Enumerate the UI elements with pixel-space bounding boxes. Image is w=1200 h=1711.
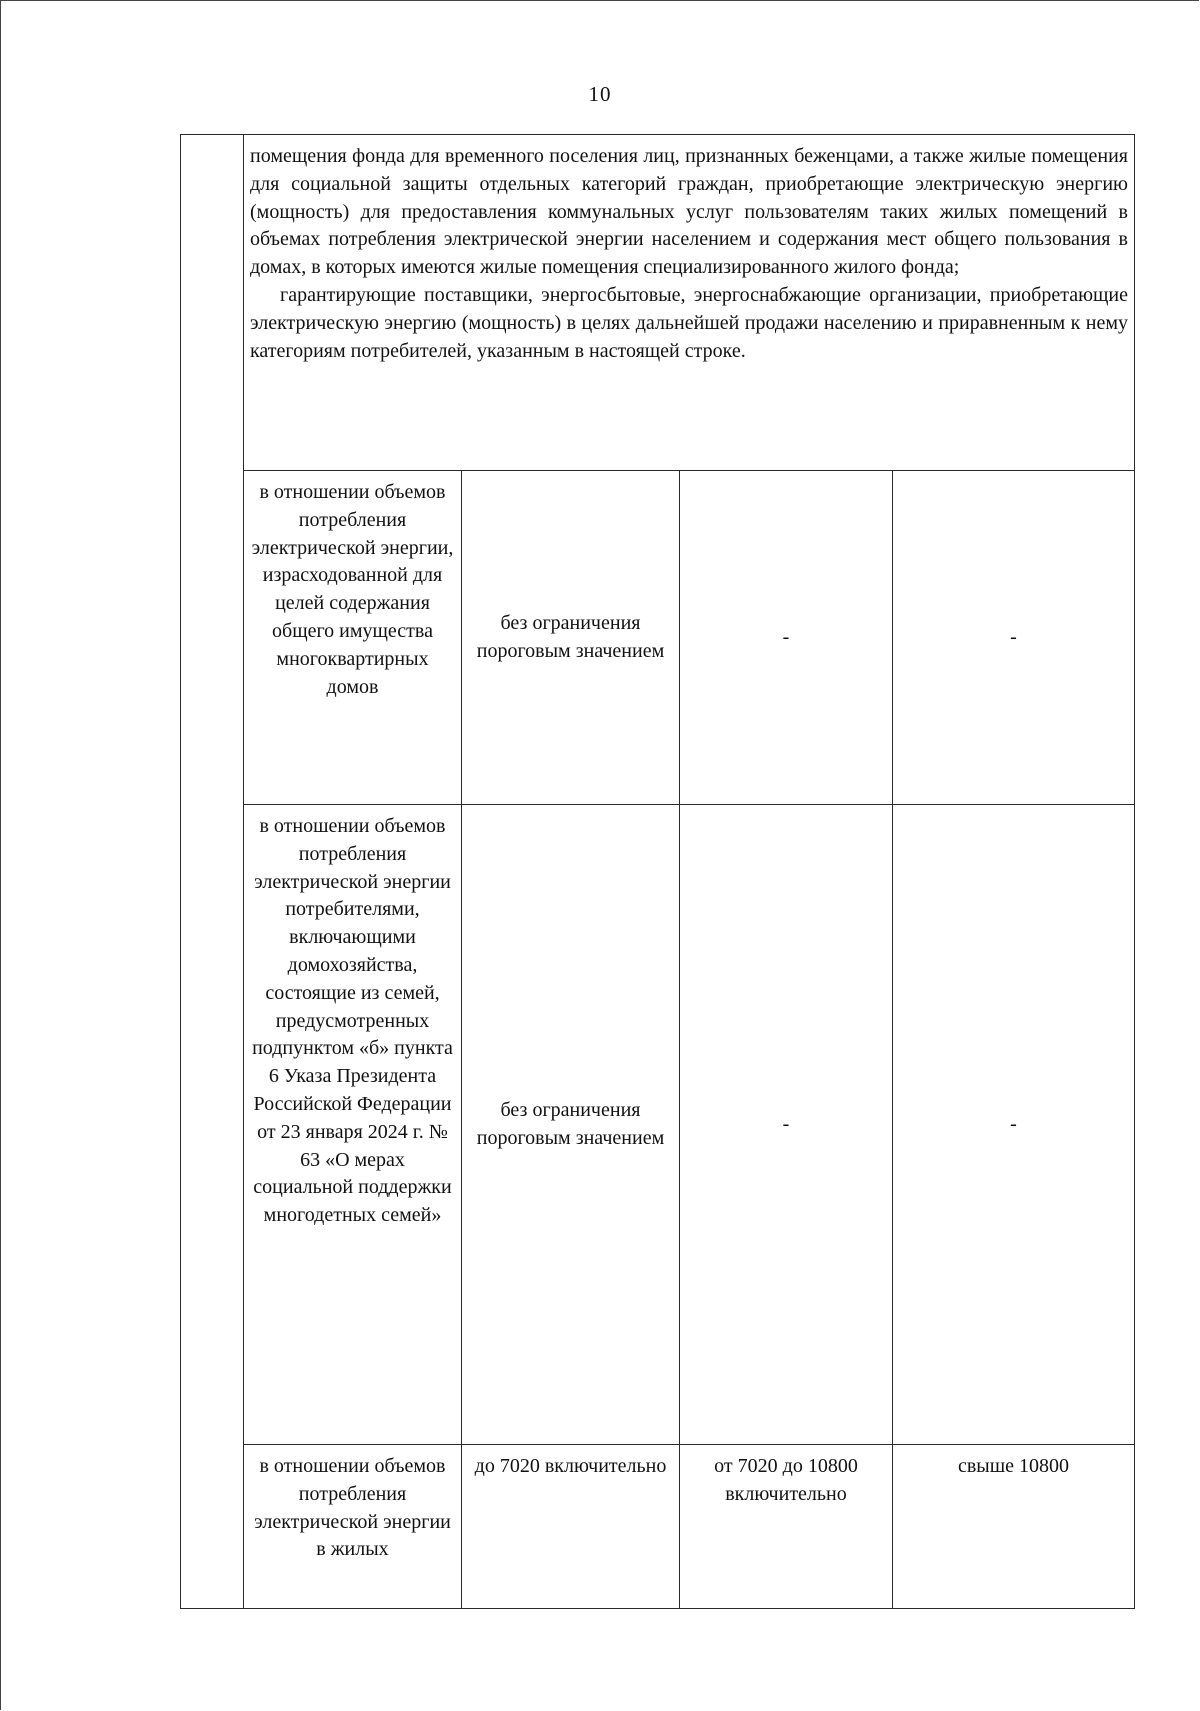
- left-blank-column: [181, 135, 244, 1609]
- row-label: в отношении объемов потребления электрической энергии, израсходованной для целей содержания общего имущества многоквартирных домов: [244, 471, 462, 805]
- intro-cell: [244, 135, 1135, 471]
- intro-paragraph-1: помещения фонда для временного поселения лиц, признанных беженцами, а также жилые помещения для социальной защиты отдельных категорий граждан, приобретающие электрическую энергию (мощность) для предоставления коммунальных услуг пользователям таких жилых помещений в объемах потребления электрической энергии населением и содержания мест общего пользования в домах, в которых имеются жилые помещения специализированного жилого фонда;: [250, 145, 1128, 279]
- threshold-cell-1: до 7020 включительно: [462, 1445, 680, 1609]
- threshold-cell-2: от 7020 до 10800 включительно: [680, 1445, 893, 1609]
- threshold-cell-2: -: [680, 805, 893, 1445]
- threshold-cell-3: свыше 10800: [893, 1445, 1135, 1609]
- intro-paragraph-2: гарантирующие поставщики, энергосбытовые, энергоснабжающие организации, приобретающие электрическую энергию (мощность) в целях дальнейшей продажи населению и приравненным к нему категориям потребителей, указанным в настоящей строке.: [250, 283, 1128, 362]
- threshold-cell-3: -: [893, 471, 1135, 805]
- threshold-cell-3: -: [893, 805, 1135, 1445]
- row-label: в отношении объемов потребления электрической энергии потребителями, включающими домохозяйства, состоящие из семей, предусмотренных подпунктом «б» пункта 6 Указа Президента Российской Федерации от 23 января 2024 г. № 63 «О мерах социальной поддержки многодетных семей»: [244, 805, 462, 1445]
- threshold-cell-1: без ограничения пороговым значением: [462, 471, 680, 805]
- row-label: в отношении объемов потребления электрической энергии в жилых: [244, 1445, 462, 1609]
- threshold-cell-2: -: [680, 471, 893, 805]
- threshold-cell-1: без ограничения пороговым значением: [462, 805, 680, 1445]
- table-row: [181, 1445, 1135, 1609]
- tariff-table: [180, 134, 1135, 1609]
- page-number: 10: [588, 82, 612, 106]
- table-row-intro: [181, 135, 1135, 471]
- table-row: [181, 471, 1135, 805]
- table-row: [181, 805, 1135, 1445]
